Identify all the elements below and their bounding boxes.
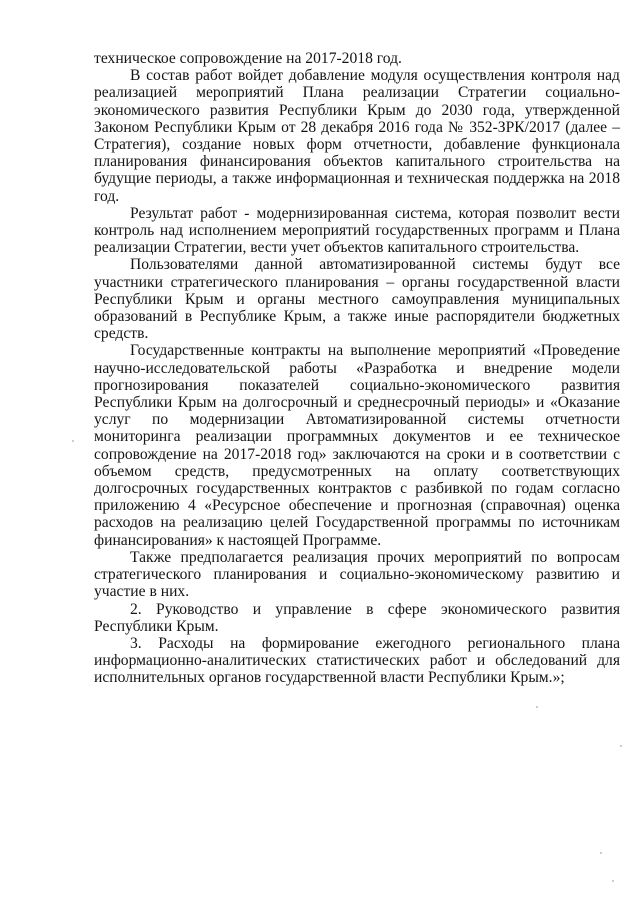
scan-speck: [620, 745, 622, 747]
paragraph-item-3: 3. Расходы на формирование ежегодного регионального плана информационно-аналитических статистических работ и обследований для исполнительных органов государственной власти Республики Крым.»;: [94, 634, 620, 687]
scan-speck: [600, 852, 602, 854]
paragraph-other-activities: Также предполагается реализация прочих мероприятий по вопросам стратегического планирования и социально-экономическому развитию и участие в них.: [94, 548, 620, 601]
scan-speck: [72, 440, 74, 442]
scan-speck: [612, 880, 614, 882]
paragraph-scope-of-work: В состав работ войдет добавление модуля осуществления контроля над реализацией мероприятий Плана реализации Стратегии социально-экономического развития Республики Крым до 2030 года, утвержденной Законом Республики Крым от 28 декабря 2016 года № 352-ЗРК/2017 (далее – Стратегия), создание новых форм отчетности, добавление функционала планирования финансирования объектов капитального строительства на будущие периоды, а также информационная и техническая поддержка на 2018 год.: [94, 67, 620, 205]
paragraph-users: Пользователями данной автоматизированной системы будут все участники стратегического планирования – органы государственной власти Республики Крым и органы местного самоуправления муниципальных образований в Республике Крым, а также иные распорядители бюджетных средств.: [94, 256, 620, 343]
paragraph-item-2: 2. Руководство и управление в сфере экономического развития Республики Крым.: [94, 600, 620, 635]
document-body: [94, 50, 620, 687]
paragraph-result: Результат работ - модернизированная система, которая позволит вести контроль над исполнением мероприятий государственных программ и Плана реализации Стратегии, вести учет объектов капитального строительства.: [94, 204, 620, 257]
scan-speck: [536, 706, 538, 708]
paragraph-contracts: Государственные контракты на выполнение мероприятий «Проведение научно-исследовательской работы «Разработка и внедрение модели прогнозирования показателей социально-экономического развития Республики Крым на долгосрочный и среднесрочный периоды» и «Оказание услуг по модернизации Автоматизированной системы отчетности мониторинга реализации программных документов и ее техническое сопровождение на 2017-2018 год» заключаются на сроки и в соответствии с объемом средств, предусмотренных на оплату соответствующих долгосрочных государственных контрактов с разбивкой по годам согласно приложению 4 «Ресурсное обеспечение и прогнозная (справочная) оценка расходов на реализацию целей Государственной программы по источникам финансирования» к настоящей Программе.: [94, 342, 620, 549]
paragraph-continuation: техническое сопровождение на 2017-2018 год.: [94, 50, 402, 67]
